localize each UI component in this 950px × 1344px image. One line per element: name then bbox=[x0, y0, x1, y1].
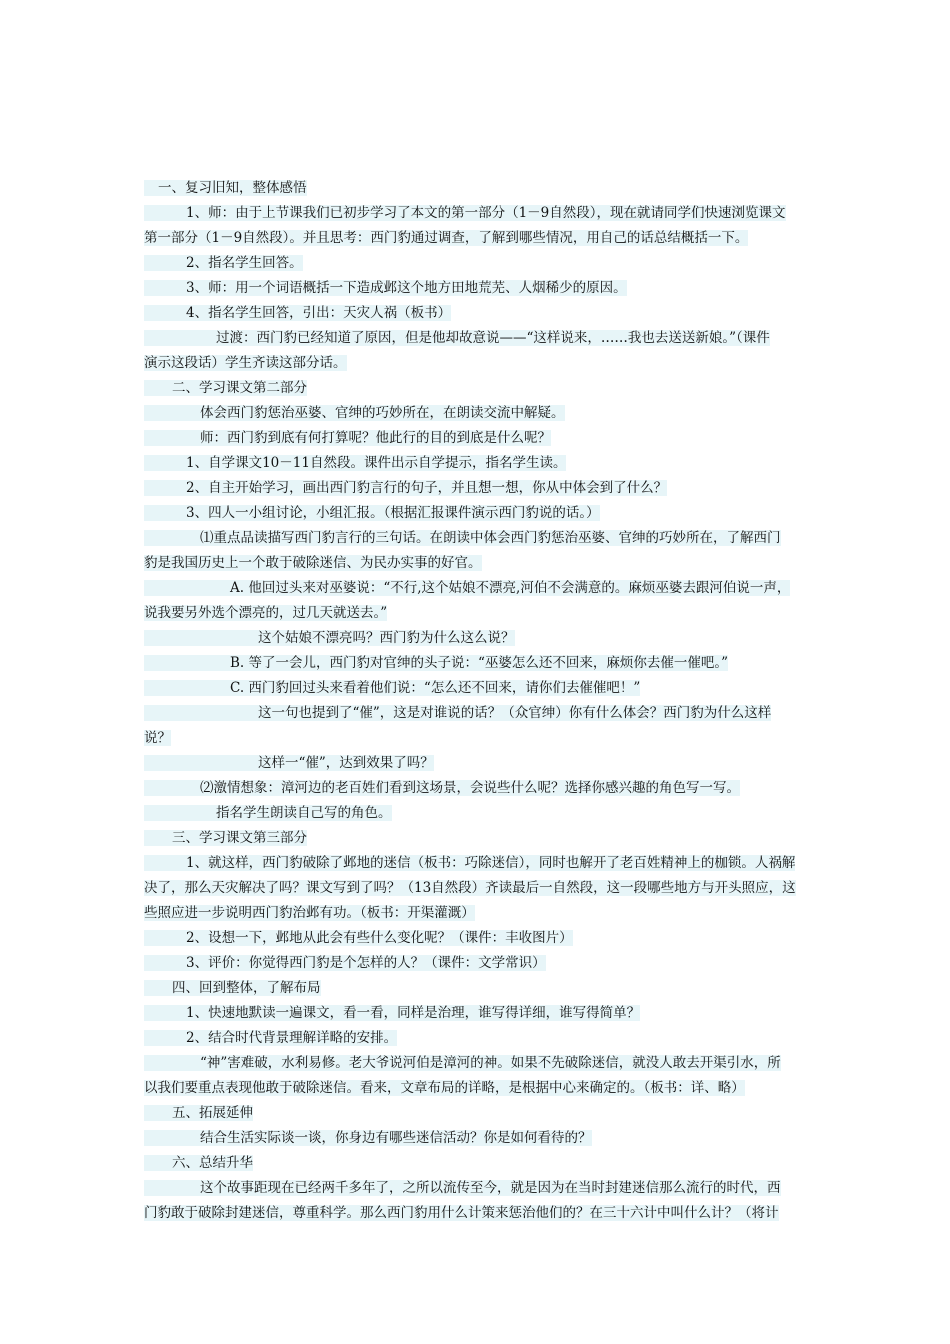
line-text bbox=[144, 555, 482, 571]
text-line bbox=[144, 726, 808, 751]
line-text-content: ⑵激情想象：漳河边的老百姓们看到这场景，会说些什么呢？选择你感兴趣的角色写一写。 bbox=[200, 780, 740, 796]
line-text bbox=[144, 355, 347, 371]
text-line bbox=[144, 701, 808, 726]
line-text-content: 1、就这样，西门豹破除了邺地的迷信（板书：巧除迷信），同时也解开了老百姓精神上的枷锁。人祸解 bbox=[186, 855, 796, 871]
text-line bbox=[144, 176, 808, 201]
line-text-content: 说我要另外选个漂亮的，过几天就送去。” bbox=[144, 605, 388, 621]
line-text-content: 4、指名学生回答，引出：天灾人祸（板书） bbox=[186, 305, 452, 321]
line-text-content: 结合生活实际谈一谈，你身边有哪些迷信活动？你是如何看待的？ bbox=[200, 1130, 592, 1146]
line-text-content: 2、自主开始学习，画出西门豹言行的句子，并且想一想，你从中体会到了什么？ bbox=[186, 480, 668, 496]
line-text-content: 1、师：由于上节课我们已初步学习了本文的第一部分（1－9自然段），现在就请同学们快速浏览课文 bbox=[186, 205, 786, 221]
text-line bbox=[144, 601, 808, 626]
line-text-content: 2、设想一下，邺地从此会有些什么变化呢？（课件：丰收图片） bbox=[186, 930, 573, 946]
text-line bbox=[144, 1176, 808, 1201]
line-text bbox=[144, 305, 451, 321]
line-text bbox=[144, 1105, 253, 1121]
line-text bbox=[144, 580, 790, 596]
text-line bbox=[144, 626, 808, 651]
line-text bbox=[144, 380, 307, 396]
text-line bbox=[144, 1001, 808, 1026]
line-text bbox=[144, 455, 566, 471]
text-line bbox=[144, 501, 808, 526]
line-text bbox=[144, 480, 667, 496]
line-text-content: B. 等了一会儿，西门豹对官绅的头子说：“巫婆怎么还不回来，麻烦你去催一催吧。” bbox=[230, 655, 729, 671]
line-text bbox=[144, 255, 303, 271]
text-line bbox=[144, 276, 808, 301]
line-text-content: 六、总结升华 bbox=[172, 1155, 253, 1171]
line-text-content: 1、快速地默读一遍课文，看一看，同样是治理，谁写得详细，谁写得简单？ bbox=[186, 1005, 641, 1021]
text-line bbox=[144, 526, 808, 551]
text-line bbox=[144, 426, 808, 451]
text-line bbox=[144, 201, 808, 226]
line-text-content: 三、学习课文第三部分 bbox=[172, 830, 307, 846]
text-line bbox=[144, 1201, 808, 1226]
text-line bbox=[144, 301, 808, 326]
line-text-content: 一、复习旧知，整体感悟 bbox=[158, 180, 307, 196]
line-text-content: 演示这段话）学生齐读这部分话。 bbox=[144, 355, 347, 371]
text-line bbox=[144, 876, 808, 901]
line-text-content: 第一部分（1－9自然段）。并且思考：西门豹通过调查，了解到哪些情况，用自己的话总结概括一下。 bbox=[144, 230, 749, 246]
line-text bbox=[144, 980, 321, 996]
line-text bbox=[144, 680, 640, 696]
text-line bbox=[144, 1026, 808, 1051]
text-line bbox=[144, 351, 808, 376]
line-text-content: 体会西门豹惩治巫婆、官绅的巧妙所在，在朗读交流中解疑。 bbox=[200, 405, 565, 421]
line-text bbox=[144, 780, 740, 796]
line-text bbox=[144, 955, 546, 971]
line-text bbox=[144, 530, 781, 546]
line-text-content: 门豹敢于破除封建迷信，尊重科学。那么西门豹用什么计策来惩治他们的？在三十六计中叫什么计？（将计 bbox=[144, 1205, 779, 1221]
line-text bbox=[144, 1180, 781, 1196]
text-line bbox=[144, 226, 808, 251]
line-text bbox=[144, 880, 796, 896]
line-text-content: ⑴重点品读描写西门豹言行的三句话。在朗读中体会西门豹惩治巫婆、官绅的巧妙所在，了解西门 bbox=[200, 530, 781, 546]
text-line bbox=[144, 776, 808, 801]
document-body bbox=[144, 176, 808, 1226]
line-text bbox=[144, 905, 475, 921]
text-line bbox=[144, 1151, 808, 1176]
text-line bbox=[144, 676, 808, 701]
text-line bbox=[144, 751, 808, 776]
line-text-content: 这一句也提到了“催”，这是对谁说的话？（众官绅）你有什么体会？西门豹为什么这样 bbox=[258, 705, 772, 721]
line-text bbox=[144, 630, 515, 646]
text-line bbox=[144, 476, 808, 501]
line-text-content: 些照应进一步说明西门豹治邺有功。（板书：开渠灌溉） bbox=[144, 905, 475, 921]
line-text-content: 2、结合时代背景理解详略的安排。 bbox=[186, 1030, 398, 1046]
text-line bbox=[144, 376, 808, 401]
line-text-content: “神”害难破，水利易修。老大爷说河伯是漳河的神。如果不先破除迷信，就没人敢去开渠引水，所 bbox=[200, 1055, 781, 1071]
text-line bbox=[144, 1051, 808, 1076]
text-line bbox=[144, 326, 808, 351]
line-text-content: 1、自学课文10－11自然段。课件出示自学提示，指名学生读。 bbox=[186, 455, 567, 471]
text-line bbox=[144, 851, 808, 876]
line-text bbox=[144, 1155, 253, 1171]
line-text-content: C. 西门豹回过头来看着他们说：“怎么还不回来，请你们去催催吧！” bbox=[230, 680, 641, 696]
line-text-content: 3、师：用一个词语概括一下造成邺这个地方田地荒芜、人烟稀少的原因。 bbox=[186, 280, 627, 296]
line-text bbox=[144, 1080, 745, 1096]
line-text-content: 2、指名学生回答。 bbox=[186, 255, 303, 271]
line-text bbox=[144, 230, 748, 246]
text-line bbox=[144, 1101, 808, 1126]
line-text bbox=[144, 405, 565, 421]
line-text bbox=[144, 805, 392, 821]
line-text bbox=[144, 1005, 640, 1021]
text-line bbox=[144, 901, 808, 926]
line-text-content: 这样一“催”，达到效果了吗？ bbox=[258, 755, 434, 771]
text-line bbox=[144, 826, 808, 851]
text-line bbox=[144, 576, 808, 601]
line-text bbox=[144, 1055, 781, 1071]
text-line bbox=[144, 801, 808, 826]
text-line bbox=[144, 551, 808, 576]
line-text bbox=[144, 280, 627, 296]
line-text-content: 说？ bbox=[144, 730, 171, 746]
line-text bbox=[144, 180, 307, 196]
line-text bbox=[144, 655, 728, 671]
line-text-content: 这个故事距现在已经两千多年了，之所以流传至今，就是因为在当时封建迷信那么流行的时代，西 bbox=[200, 1180, 781, 1196]
line-text bbox=[144, 855, 795, 871]
line-text bbox=[144, 930, 573, 946]
line-text bbox=[144, 205, 786, 221]
line-text bbox=[144, 705, 771, 721]
line-text bbox=[144, 605, 387, 621]
line-text-content: 这个姑娘不漂亮吗？西门豹为什么这么说？ bbox=[258, 630, 515, 646]
line-text-content: 决了，那么天灾解决了吗？课文写到了吗？（13自然段）齐读最后一自然段，这一段哪些地方与开头照应，这 bbox=[144, 880, 796, 896]
line-text bbox=[144, 1130, 592, 1146]
text-line bbox=[144, 251, 808, 276]
line-text-content: 五、拓展延伸 bbox=[172, 1105, 253, 1121]
text-line bbox=[144, 926, 808, 951]
line-text bbox=[144, 1030, 397, 1046]
line-text bbox=[144, 1205, 779, 1221]
line-text bbox=[144, 755, 434, 771]
line-text bbox=[144, 330, 770, 346]
line-text-content: 以我们要重点表现他敢于破除迷信。看来，文章布局的详略，是根据中心来确定的。（板书：详、略） bbox=[144, 1080, 745, 1096]
text-line bbox=[144, 976, 808, 1001]
line-text-content: 指名学生朗读自己写的角色。 bbox=[216, 805, 392, 821]
line-text-content: 师：西门豹到底有何打算呢？他此行的目的到底是什么呢？ bbox=[200, 430, 551, 446]
text-line bbox=[144, 651, 808, 676]
line-text-content: 3、四人一小组讨论，小组汇报。（根据汇报课件演示西门豹说的话。） bbox=[186, 505, 600, 521]
line-text-content: 二、学习课文第二部分 bbox=[172, 380, 307, 396]
line-text-content: 过渡：西门豹已经知道了原因，但是他却故意说——“这样说来，……我也去送送新娘。”（课件 bbox=[216, 330, 770, 346]
text-line bbox=[144, 951, 808, 976]
line-text bbox=[144, 730, 171, 746]
text-line bbox=[144, 401, 808, 426]
text-line bbox=[144, 451, 808, 476]
line-text-content: 豹是我国历史上一个敢于破除迷信、为民办实事的好官。 bbox=[144, 555, 482, 571]
line-text-content: 四、回到整体，了解布局 bbox=[172, 980, 321, 996]
line-text-content: A. 他回过头来对巫婆说：“不行,这个姑娘不漂亮,河伯不会满意的。麻烦巫婆去跟河伯说一声， bbox=[230, 580, 791, 596]
line-text bbox=[144, 505, 600, 521]
line-text-content: 3、评价：你觉得西门豹是个怎样的人？（课件：文学常识） bbox=[186, 955, 546, 971]
text-line bbox=[144, 1126, 808, 1151]
text-line bbox=[144, 1076, 808, 1101]
line-text bbox=[144, 830, 307, 846]
line-text bbox=[144, 430, 551, 446]
